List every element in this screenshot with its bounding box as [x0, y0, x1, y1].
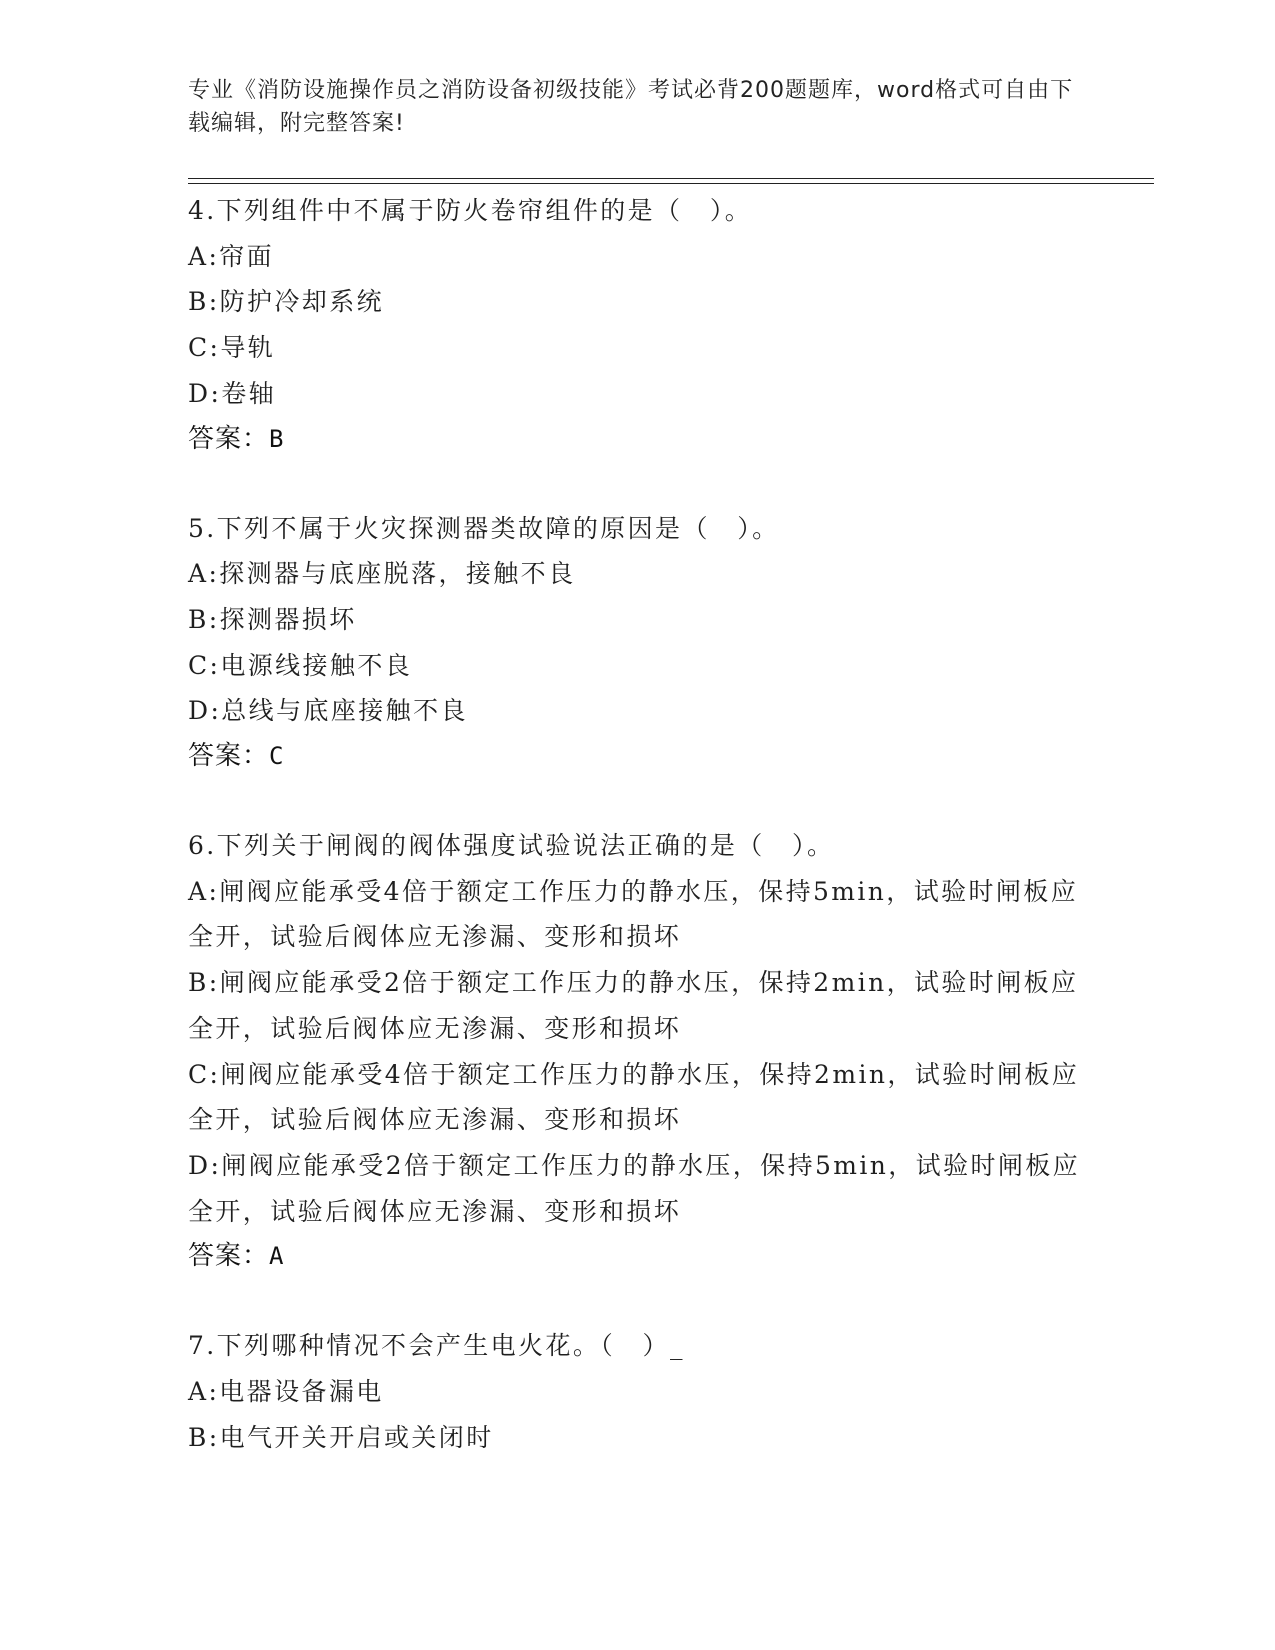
question-item [188, 1323, 1088, 1460]
question-stem: 6.下列关于闸阀的阀体强度试验说法正确的是（ ）。 [188, 831, 835, 861]
option-d: D:卷轴 [188, 378, 277, 408]
document-header: 专业《消防设施操作员之消防设备初级技能》考试必背200题题库，word格式可自由下载编辑，附完整答案! [188, 78, 1074, 136]
option-d: D:闸阀应能承受2倍于额定工作压力的静水压，保持5min，试验时闸板应全开，试验后阀体应无渗漏、变形和损坏 [188, 1150, 1081, 1226]
option-c: C:电源线接触不良 [188, 650, 413, 680]
answer-line [188, 1234, 1088, 1279]
option-a: A:探测器与底座脱落，接触不良 [188, 559, 576, 589]
question-item [188, 506, 1088, 780]
answer-label: 答案： [188, 423, 270, 454]
header-divider-top [188, 178, 1154, 179]
question-item [188, 823, 1088, 1279]
option-c: C:导轨 [188, 333, 276, 363]
option-b: B:探测器损坏 [188, 604, 357, 634]
question-item [188, 188, 1088, 462]
option-a: A:闸阀应能承受4倍于额定工作压力的静水压，保持5min，试验时闸板应全开，试验后阀体应无渗漏、变形和损坏 [188, 876, 1079, 952]
option-b: B:闸阀应能承受2倍于额定工作压力的静水压，保持2min，试验时闸板应全开，试验后阀体应无渗漏、变形和损坏 [188, 968, 1079, 1043]
option-a: A:电器设备漏电 [188, 1377, 384, 1407]
answer-line [188, 417, 1088, 462]
question-stem: 5.下列不属于火灾探测器类故障的原因是（ ）。 [188, 513, 780, 543]
question-stem: 7.下列哪种情况不会产生电火花。（ ）_ [188, 1331, 685, 1361]
header-divider-bottom [188, 183, 1154, 184]
question-list [188, 188, 1088, 1460]
option-b: B:防护冷却系统 [188, 287, 384, 317]
option-b: B:电气开关开启或关闭时 [188, 1422, 494, 1452]
answer-value: A [269, 1242, 285, 1271]
option-a: A:帘面 [188, 241, 275, 271]
option-c: C:闸阀应能承受4倍于额定工作压力的静水压，保持2min，试验时闸板应全开，试验后阀体应无渗漏、变形和损坏 [188, 1059, 1080, 1135]
answer-value: C [269, 742, 285, 771]
answer-label: 答案： [188, 741, 270, 772]
answer-line [188, 734, 1088, 779]
answer-value: B [269, 424, 285, 453]
option-d: D:总线与底座接触不良 [188, 696, 468, 726]
answer-label: 答案： [188, 1241, 270, 1272]
question-stem: 4.下列组件中不属于防火卷帘组件的是（ ）。 [188, 196, 753, 225]
